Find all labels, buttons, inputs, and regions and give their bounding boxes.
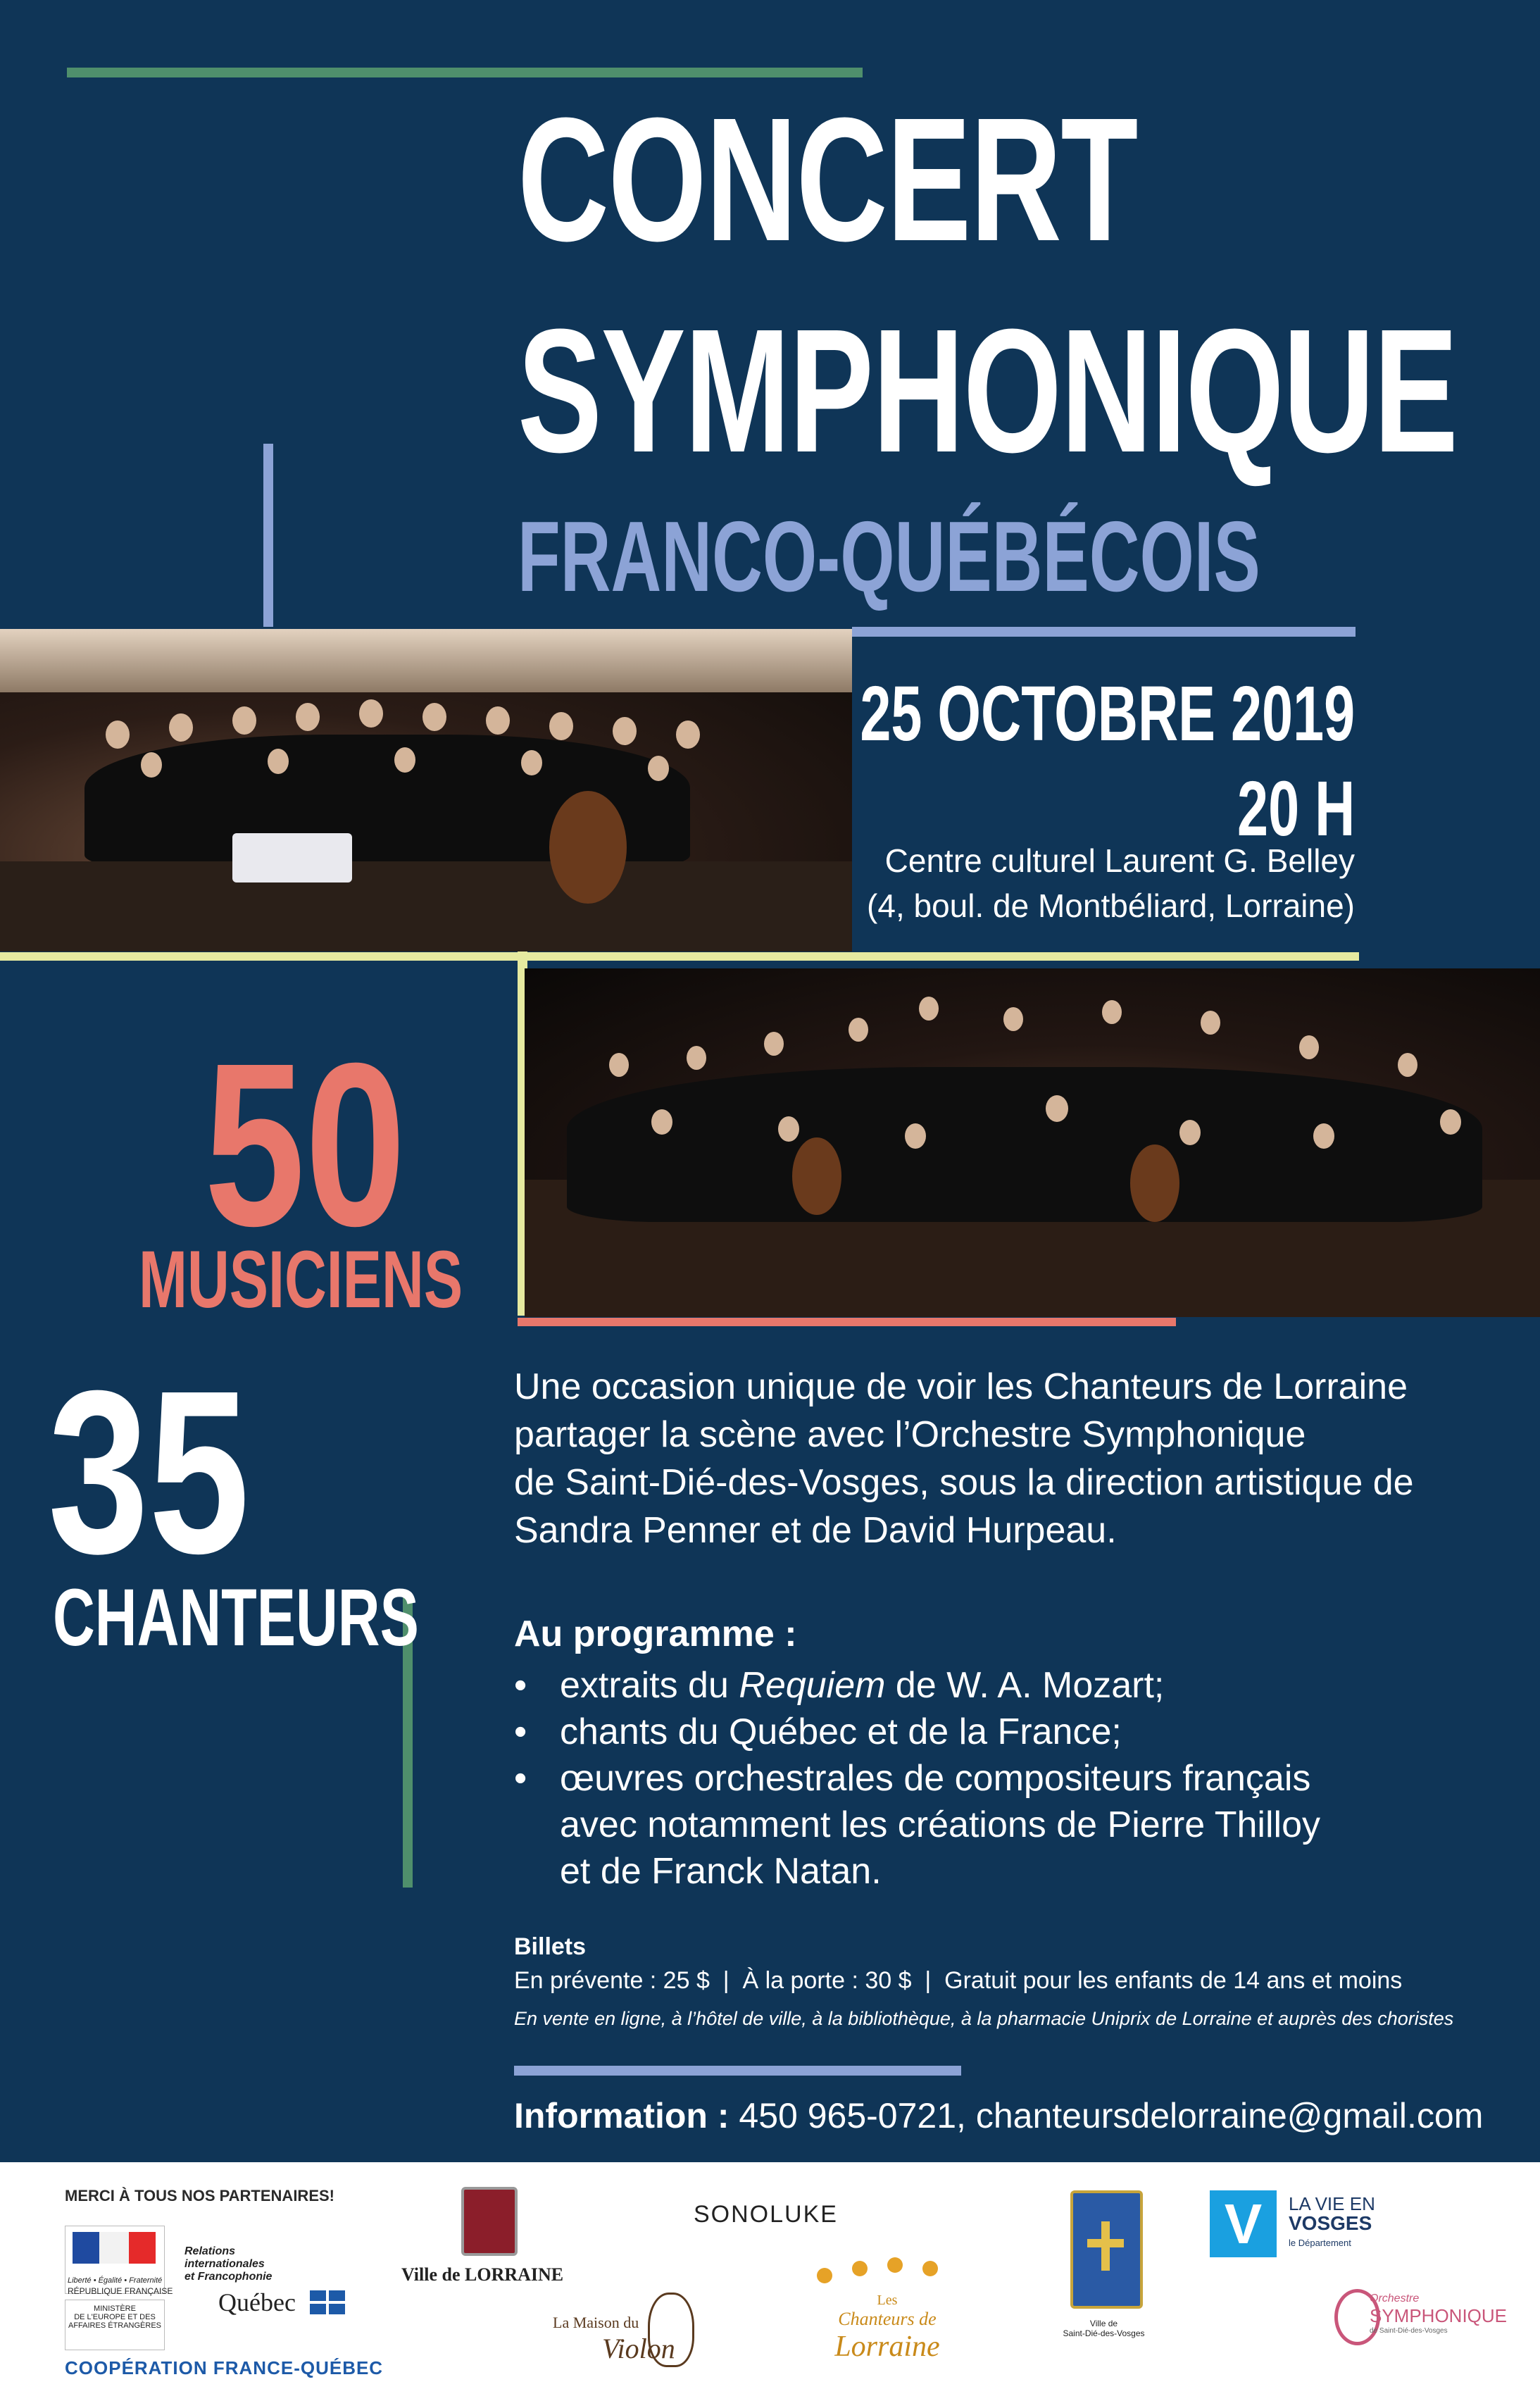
description-line: Sandra Penner et de David Hurpeau. <box>514 1510 1117 1551</box>
saint-die-name: Ville de Saint-Dié-des-Vosges <box>1063 2319 1145 2338</box>
information-label: Information : <box>514 2096 730 2135</box>
title-line-1: CONCERT <box>518 81 1137 277</box>
programme-heading: Au programme : <box>514 1614 797 1654</box>
vie-en-vosges-logo-icon: V <box>1210 2190 1277 2257</box>
periwinkle-horizontal-rule <box>852 627 1356 637</box>
orchestre-name: Orchestre SYMPHONIQUE de Saint-Dié-des-Vosges <box>1370 2293 1508 2335</box>
ville-lorraine-name: Ville de LORRAINE <box>401 2264 564 2285</box>
violin-icon <box>648 2293 694 2367</box>
rf-name: RÉPUBLIQUE FRANÇAISE <box>68 2286 173 2296</box>
description <box>514 1363 1444 1554</box>
musicians-count: 50 <box>204 1014 406 1274</box>
information-line <box>514 2095 1483 2136</box>
venue-address: (4, boul. de Montbéliard, Lorraine) <box>867 887 1355 924</box>
yellow-horizontal-rule <box>0 952 1359 961</box>
description-line: partager la scène avec l’Orchestre Symphonique <box>514 1414 1306 1455</box>
subtitle: FRANCO-QUÉBÉCOIS <box>518 501 1260 613</box>
sonoluke-name: SONOLUKE <box>694 2201 838 2228</box>
vie-en-vosges-name: LA VIE EN VOSGES le Département <box>1289 2193 1375 2248</box>
partners-thanks: MERCI À TOUS NOS PARTENAIRES! <box>65 2187 334 2204</box>
orchestra-photo <box>525 968 1540 1317</box>
partners-band <box>0 2162 1540 2389</box>
musicians-label: MUSICIENS <box>139 1235 463 1325</box>
programme-item: • œuvres orchestrales de compositeurs français avec notamment les créations de Pierre Thilloy et de Franck Natan. <box>514 1755 1444 1895</box>
quebec-flag-icon <box>310 2290 345 2314</box>
event-time: 20 H <box>1237 766 1355 852</box>
information-value: 450 965-0721, chanteursdelorraine@gmail.com <box>729 2096 1484 2135</box>
periwinkle-vertical-rule <box>263 444 273 627</box>
top-green-rule <box>67 68 863 77</box>
cooperation-label: COOPÉRATION FRANCE-QUÉBEC <box>65 2357 384 2378</box>
ministry-box: MINISTÈRE DE L'EUROPE ET DES AFFAIRES ÉTRANGÈRES <box>65 2300 165 2350</box>
chanteurs-lorraine-name: Les Chanteurs de Lorraine <box>834 2293 940 2363</box>
singers-label: CHANTEURS <box>53 1573 419 1663</box>
tickets-prices: En prévente : 25 $ | À la porte : 30 $ | Gratuit pour les enfants de 14 ans et moins <box>514 1967 1403 1994</box>
description-line: de Saint-Dié-des-Vosges, sous la direction artistique de <box>514 1462 1414 1503</box>
choir-photo <box>0 629 852 952</box>
singers-count: 35 <box>48 1342 250 1602</box>
chanteurs-lorraine-logo-icon <box>810 2268 965 2296</box>
event-venue <box>867 838 1355 928</box>
description-line: Une occasion unique de voir les Chanteurs de Lorraine <box>514 1366 1408 1407</box>
periwinkle-info-rule <box>514 2066 961 2076</box>
venue-name: Centre culturel Laurent G. Belley <box>884 842 1355 879</box>
programme-item: • chants du Québec et de la France; <box>514 1709 1444 1755</box>
event-date: 25 OCTOBRE 2019 <box>860 670 1355 757</box>
programme-item: • extraits du Requiem de W. A. Mozart; <box>514 1662 1444 1709</box>
tickets-note: En vente en ligne, à l’hôtel de ville, à la bibliothèque, à la pharmacie Uniprix de Lorraine et auprès des choristes <box>514 2008 1454 2029</box>
maison-violon-name: La Maison du Violon <box>553 2314 675 2364</box>
saint-die-crest-icon <box>1070 2190 1143 2309</box>
quebec-relations: Relations internationales et Francophonie <box>184 2245 273 2283</box>
programme-list <box>514 1662 1444 1895</box>
tickets-heading: Billets <box>514 1933 587 1960</box>
rf-motto: Liberté • Égalité • Fraternité <box>68 2276 163 2285</box>
ville-lorraine-crest-icon <box>461 2187 518 2256</box>
title-line-2: SYMPHONIQUE <box>518 292 1458 489</box>
coral-rule <box>518 1318 1176 1326</box>
quebec-wordmark: Québec <box>218 2288 296 2316</box>
